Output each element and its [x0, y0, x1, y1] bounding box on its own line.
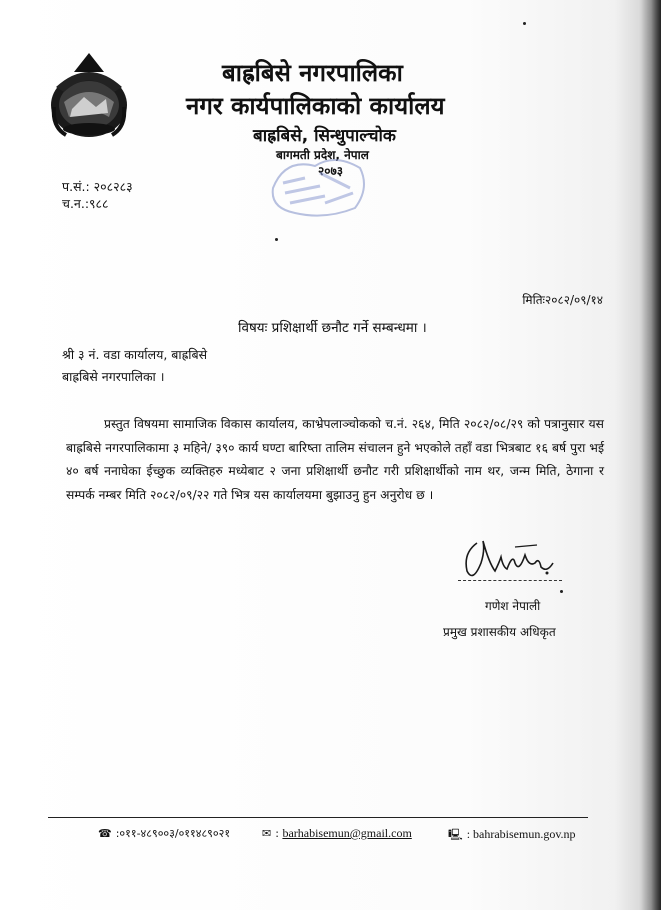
scan-speck: [523, 22, 526, 25]
footer-phone: [98, 826, 230, 841]
letter-subject: विषयः प्रशिक्षार्थी छनौट गर्ने सम्बन्धमा ।: [238, 320, 427, 336]
footer-email: [262, 826, 412, 841]
office-year: २०७३: [318, 164, 343, 178]
letter-body: [66, 413, 604, 507]
scan-speck: [275, 238, 278, 241]
scan-speck: [560, 590, 563, 593]
footer-email-prefix: :: [275, 827, 279, 840]
nepal-emblem-icon: [44, 47, 134, 142]
footer-website: [448, 826, 576, 845]
signatory-post: प्रमुख प्रशासकीय अधिकृत: [443, 625, 556, 639]
footer-divider: [48, 817, 588, 818]
office-province: बागमती प्रदेश, नेपाल: [276, 148, 369, 162]
footer-email-link[interactable]: barhabisemun@gmail.com: [282, 826, 412, 840]
footer-phone-text: :०११-४८९००३/०११४८९०२१: [115, 827, 231, 840]
office-stamp-icon: [265, 148, 375, 223]
office-name: नगर कार्यपालिकाको कार्यालय: [186, 92, 445, 120]
recipient-line-1: श्री ३ नं. वडा कार्यालय, बाह्रबिसे: [62, 347, 208, 362]
recipient-line-2: बाह्रबिसे नगरपालिका ।: [62, 369, 165, 384]
phone-icon: ☎: [98, 827, 112, 840]
body-paragraph: प्रस्तुत विषयमा सामाजिक विकास कार्यालय, काभ्रेपलाञ्चोकको च.नं. २६४, मिति २०८२/०८/२९ को पत्रानुसार यस बाह्रबिसे नगरपालिकामा ३ महिने/ ३९० कार्य घण्टा बारिष्ता तालिम संचालन हुने भएकोले तहाँ वडा भित्रबाट १६ बर्ष पुरा भई ४० बर्ष ननाघेका ईच्छुक व्यक्तिहरु मध्येबाट २ जना प्रशिक्षार्थी छनौट गरी प्रशिक्षार्थीको नाम थर, जन्म मिति, ठेगाना र सम्पर्क नम्बर मिति २०८२/०९/२२ गते भित्र यस कार्यालयमा बुझाउनु हुन अनुरोध छ ।: [66, 417, 604, 502]
municipality-name: बाह्रबिसे नगरपालिका: [222, 59, 403, 87]
letter-date: मितिः२०८२/०९/१४: [522, 293, 603, 307]
office-location: बाह्रबिसे, सिन्धुपाल्चोक: [253, 126, 396, 146]
computer-icon: 🖳: [448, 828, 463, 841]
signatory-name: गणेश नेपाली: [485, 599, 541, 613]
scan-edge-shadow: [639, 0, 661, 910]
signature-line: [458, 580, 562, 581]
envelope-icon: ✉: [262, 827, 272, 840]
letter-number: प.सं.: २०८२८३: [62, 179, 133, 194]
footer-website-link[interactable]: : bahrabisemun.gov.np: [466, 827, 576, 841]
dispatch-number: च.न.:९८८: [62, 196, 109, 211]
